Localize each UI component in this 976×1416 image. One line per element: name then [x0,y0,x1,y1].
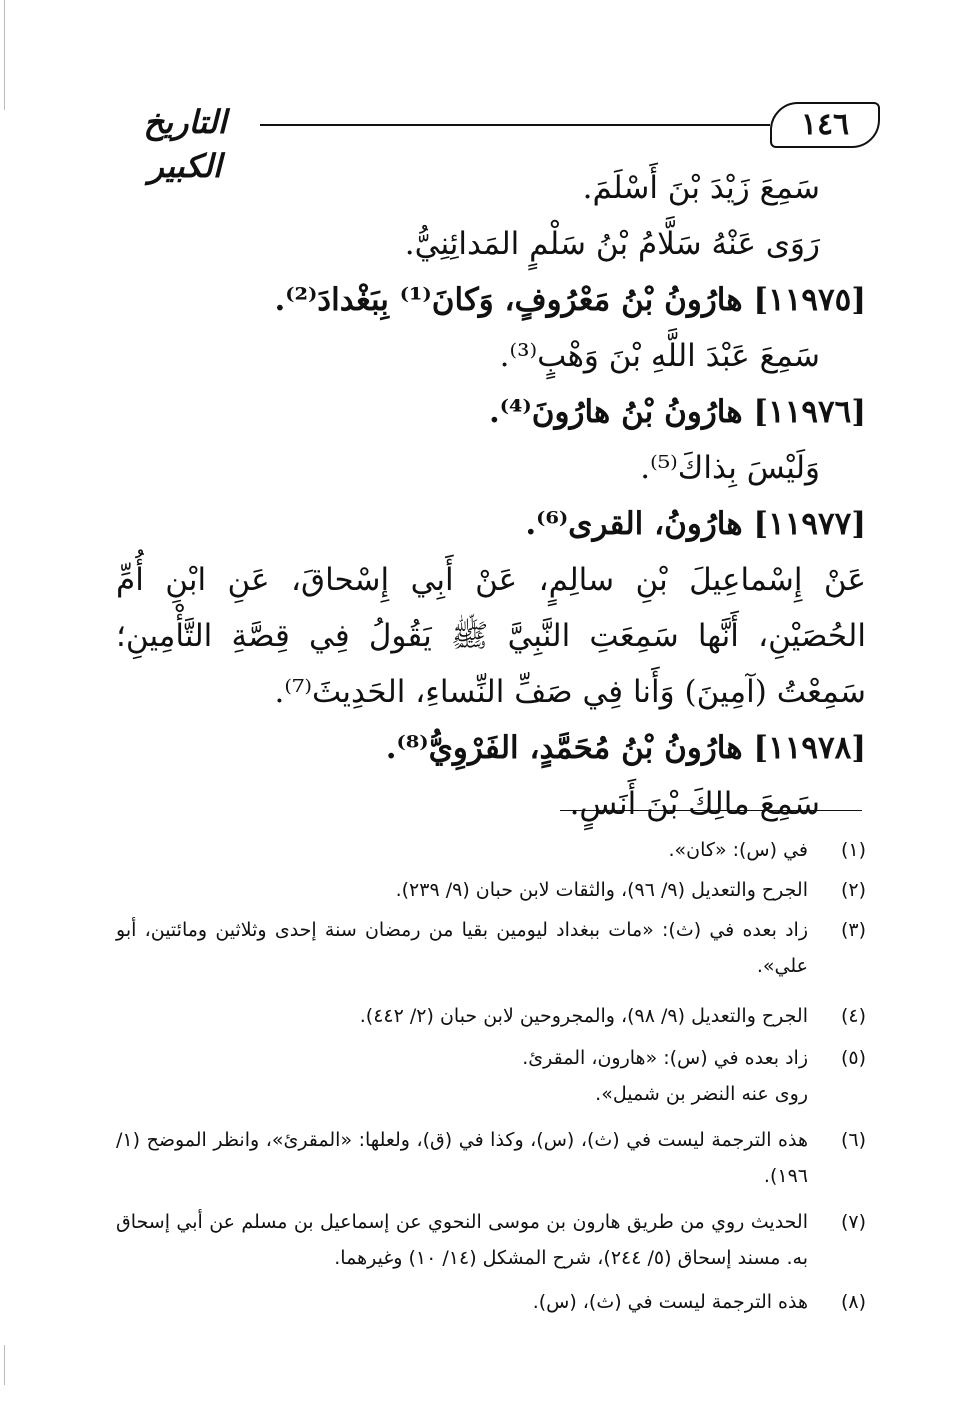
footnote-number: (٤) [840,1005,866,1027]
footnote-separator [560,810,862,811]
footnote-number: (٨) [840,1291,866,1313]
footnote-text: الحديث روي من طريق هارون بن موسى النحوي عن إسماعيل بن مسلم عن أبي إسحاق به. مسند إسحاق (٥/ ٢٤٤)، شرح المشكل (١٤/ ١٠) وغيرهما. [116,1211,808,1269]
entry-heading: [١١٩٧٧] هارُونُ، القرى⁽⁶⁾. [525,506,866,542]
footnote [116,912,866,984]
footnote-number: (٥) [840,1047,866,1069]
margin-mark [4,1345,5,1385]
entry-heading: [١١٩٧٦] هارُونُ بْنُ هارُونَ⁽⁴⁾. [488,394,866,430]
footnote-number: (٦) [840,1129,866,1151]
footnote [116,1040,866,1112]
entry-heading: [١١٩٧٥] هارُونُ بْنُ مَعْرُوفٍ، وَكانَ⁽¹⁾ بِبَغْدادَ⁽²⁾. [274,282,866,318]
footnote-text: روى عنه النضر بن شميل». [595,1083,808,1105]
footnote-number: (٢) [840,879,866,901]
hadith-paragraph: عَنْ إِسْماعِيلَ بْنِ سالِمٍ، عَنْ أَبِي إِسْحاقَ، عَنِ ابْنِ أُمِّ الحُصَيْنِ، أَنَّها سَمِعَتِ النَّبِيَّ ﷺ يَقُولُ فِي قِصَّةِ التَّأْمِينِ؛ سَمِعْتُ (آمِينَ) وَأَنا فِي صَفِّ النِّساءِ، الحَدِيثَ⁽⁷⁾. [116,562,866,710]
footnote [116,998,866,1034]
text-line: سَمِعَ عَبْدَ اللَّهِ بْنَ وَهْبٍ⁽³⁾. [499,338,820,374]
margin-mark [4,0,5,110]
footnote-text: الجرح والتعديل (٩/ ٩٦)، والثقات لابن حبان (٩/ ٢٣٩). [395,879,808,901]
book-title: التاريخ الكبير [143,103,227,185]
footnote-number: (٣) [840,919,866,941]
header-rule [260,124,770,126]
entry-heading: [١١٩٧٨] هارُونُ بْنُ مُحَمَّدٍ، الفَرْوِيُّ⁽⁸⁾. [385,730,866,766]
text-line: رَوَى عَنْهُ سَلَّامُ بْنُ سَلْمٍ المَدائِنِيُّ. [404,226,820,262]
footnote [116,872,866,908]
text-line: سَمِعَ زَيْدَ بْنَ أَسْلَمَ. [582,170,820,206]
footnote-text: زاد بعده في (ث): «مات ببغداد ليومين بقيا من رمضان سنة إحدى وثلاثين ومائتين، أبو علي». [116,919,808,977]
footnote-text: الجرح والتعديل (٩/ ٩٨)، والمجروحين لابن حبان (٢/ ٤٤٢). [359,1005,808,1027]
footnote-text: هذه الترجمة ليست في (ث)، (س)، وكذا في (ق)، ولعلها: «المقرئ»، وانظر الموضح (١/ ١٩٦). [116,1129,808,1187]
page-number: ١٤٦ [770,102,880,148]
text-line: وَلَيْسَ بِذاكَ⁽⁵⁾. [640,450,820,486]
footnote-number: (٧) [840,1211,866,1233]
page-header [110,100,880,185]
footnote-text: زاد بعده في (س): «هارون، المقرئ. [522,1047,808,1069]
footnote [116,1204,866,1276]
footnote [116,1122,866,1194]
footnote [116,832,866,868]
footnote [116,1284,866,1320]
footnote-text: في (س): «كان». [668,839,808,861]
text-line: سَمِعَ مالِكَ بْنَ أَنَسٍ. [569,786,820,822]
footnote-text: هذه الترجمة ليست في (ث)، (س). [532,1291,808,1313]
footnote-number: (١) [840,839,866,861]
